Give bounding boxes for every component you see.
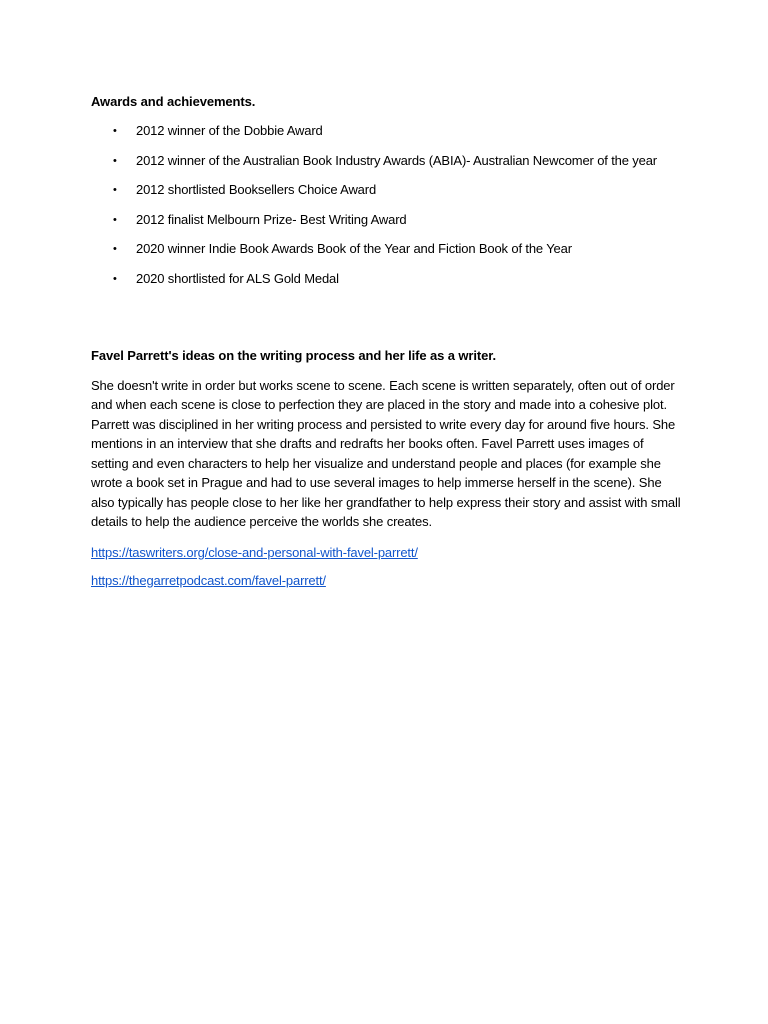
awards-list <box>91 122 691 288</box>
award-text: 2012 winner of the Dobbie Award <box>136 123 323 138</box>
list-item <box>91 122 691 140</box>
list-item <box>91 152 691 170</box>
award-text: 2012 shortlisted Booksellers Choice Award <box>136 182 377 197</box>
garret-podcast-link[interactable]: https://thegarretpodcast.com/favel-parrett/ <box>91 572 326 588</box>
award-text: 2012 winner of the Australian Book Industry Awards (ABIA)- Australian Newcomer of the year <box>136 152 657 168</box>
bullet-icon: • <box>113 154 117 167</box>
bullet-icon: • <box>113 213 117 226</box>
awards-heading: Awards and achievements. <box>91 94 256 109</box>
award-text: 2020 winner Indie Book Awards Book of the Year and Fiction Book of the Year <box>136 241 572 256</box>
bullet-icon: • <box>113 184 117 196</box>
list-item <box>91 181 691 199</box>
list-item <box>91 270 691 288</box>
document-content <box>91 93 691 590</box>
writing-heading: Favel Parrett's ideas on the writing process and her life as a writer. <box>91 347 497 363</box>
bullet-icon: • <box>113 243 117 255</box>
award-text: 2020 shortlisted for ALS Gold Medal <box>136 270 339 286</box>
bullet-icon: • <box>113 125 117 137</box>
bullet-icon: • <box>113 272 117 285</box>
writing-section <box>91 347 691 590</box>
list-item <box>91 240 691 258</box>
taswriters-link[interactable]: https://taswriters.org/close-and-personal-with-favel-parrett/ <box>91 544 418 560</box>
list-item <box>91 211 691 229</box>
award-text: 2012 finalist Melbourn Prize- Best Writing Award <box>136 211 407 227</box>
writing-paragraph: She doesn't write in order but works scene to scene. Each scene is written separately, often out of order and when each scene is close to perfection they are placed in the story and made into a cohesive plot. Parrett was disciplined in her writing process and persisted to write every day for around five hours. She mentions in an interview that she drafts and redrafts her books often. Favel Parrett uses images of setting and even characters to help her visualize and understand people and places (for example she wrote a book set in Prague and had to use several images to help immerse herself in the scene). She also typically has people close to her like her grandfather to help express their story and assist with small details to help the audience perceive the worlds she creates. <box>91 377 681 529</box>
